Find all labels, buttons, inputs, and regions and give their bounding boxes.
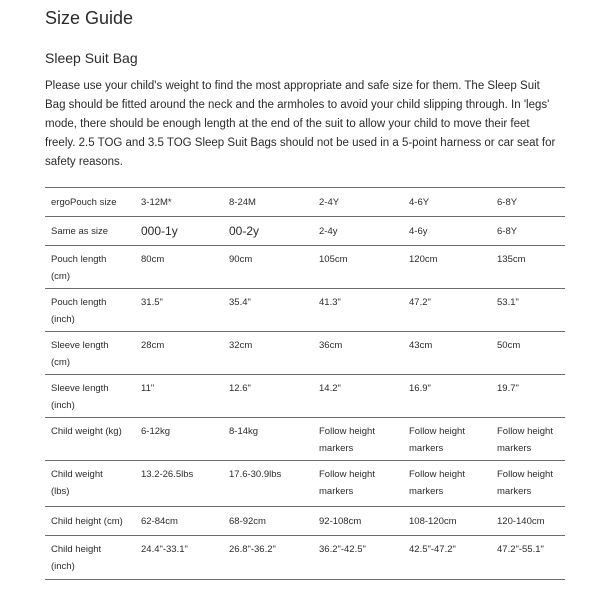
table-cell — [223, 418, 313, 461]
cell-text: Follow height — [319, 469, 375, 480]
table-cell — [403, 461, 491, 507]
table-cell — [403, 188, 491, 217]
table-cell — [491, 507, 565, 536]
table-row — [45, 375, 565, 418]
cell-text: Follow height — [409, 469, 465, 480]
table-cell — [403, 536, 491, 580]
row-label-text: (inch) — [51, 561, 75, 572]
row-label-cell — [45, 289, 135, 332]
cell-text: 53.1" — [497, 297, 519, 308]
row-label-text: Child weight — [51, 469, 103, 480]
cell-text: 12.6" — [229, 383, 251, 394]
cell-text: Follow height — [409, 426, 465, 437]
cell-text: 32cm — [229, 340, 253, 351]
table-cell — [313, 188, 403, 217]
cell-text: Follow height — [497, 426, 553, 437]
intro-line: mode, there should be enough length at the end of the suit to allow your child to move their feet — [45, 118, 530, 130]
row-label-text: Child height — [51, 544, 102, 555]
table-cell — [223, 461, 313, 507]
page-title: Size Guide — [45, 8, 134, 28]
table-cell — [223, 375, 313, 418]
table-row — [45, 418, 565, 461]
cell-text: 28cm — [141, 340, 165, 351]
table-cell — [491, 461, 565, 507]
cell-text: 92-108cm — [319, 516, 362, 527]
table-cell — [313, 289, 403, 332]
cell-text: 6-8Y — [497, 226, 518, 237]
row-label-text: (lbs) — [51, 486, 70, 497]
row-label-text: (cm) — [51, 357, 70, 368]
row-label-text: ergoPouch size — [51, 197, 117, 208]
cell-text: 13.2-26.5lbs — [141, 469, 194, 480]
row-label-text: Sleeve length — [51, 340, 109, 351]
table-row — [45, 507, 565, 536]
row-label-text: Sleeve length — [51, 383, 109, 394]
table-cell — [491, 332, 565, 375]
table-cell — [403, 375, 491, 418]
row-label-text: Child weight (kg) — [51, 426, 122, 437]
intro-line: freely. 2.5 TOG and 3.5 TOG Sleep Suit Bags should not be used in a 5-point harness or car seat for — [45, 137, 556, 149]
row-label-cell — [45, 507, 135, 536]
size-table — [45, 187, 565, 580]
cell-text: 31.5" — [141, 297, 163, 308]
cell-text: 19.7" — [497, 383, 519, 394]
table-cell — [491, 418, 565, 461]
table-cell — [491, 536, 565, 580]
cell-text: 24.4"-33.1" — [141, 544, 188, 555]
cell-text: 8-24M — [229, 197, 256, 208]
cell-text: 14.2" — [319, 383, 341, 394]
table-cell — [135, 188, 223, 217]
cell-text: 62-84cm — [141, 516, 178, 527]
cell-text: 17.6-30.9lbs — [229, 469, 282, 480]
table-cell — [403, 289, 491, 332]
table-cell — [223, 289, 313, 332]
cell-text: 80cm — [141, 254, 165, 265]
cell-text: 8-14kg — [229, 426, 259, 437]
cell-text: 11" — [141, 383, 155, 394]
cell-text: Follow height — [497, 469, 553, 480]
table-row — [45, 246, 565, 289]
table-cell — [403, 332, 491, 375]
row-label-cell — [45, 536, 135, 580]
cell-text: 6-8Y — [497, 197, 518, 208]
row-label-text: Child height (cm) — [51, 516, 123, 527]
cell-text: 000-1y — [141, 224, 178, 238]
cell-text: 47.2"-55.1" — [497, 544, 544, 555]
cell-text: 47.2" — [409, 297, 431, 308]
intro-paragraph — [45, 77, 575, 172]
row-label-text: (inch) — [51, 400, 75, 411]
cell-text: 4-6Y — [409, 197, 430, 208]
row-label-cell — [45, 461, 135, 507]
table-cell — [135, 375, 223, 418]
cell-text: markers — [409, 486, 444, 497]
cell-text: 26.8"-36.2" — [229, 544, 276, 555]
table-cell — [135, 246, 223, 289]
cell-text: 00-2y — [229, 224, 260, 238]
table-cell — [223, 536, 313, 580]
table-row — [45, 289, 565, 332]
table-cell — [223, 507, 313, 536]
table-cell — [223, 246, 313, 289]
row-label-cell — [45, 375, 135, 418]
table-row — [45, 461, 565, 507]
cell-text: markers — [319, 486, 354, 497]
table-cell — [135, 332, 223, 375]
row-label-text: Pouch length — [51, 254, 107, 265]
row-label-cell — [45, 418, 135, 461]
cell-text: 16.9" — [409, 383, 431, 394]
cell-text: 4-6y — [409, 226, 428, 237]
cell-text: 41.3" — [319, 297, 341, 308]
table-cell — [491, 188, 565, 217]
row-label-cell — [45, 246, 135, 289]
section-title: Sleep Suit Bag — [45, 50, 138, 66]
table-cell — [313, 536, 403, 580]
table-cell — [313, 461, 403, 507]
cell-text: 2-4y — [319, 226, 338, 237]
row-label-text: Pouch length — [51, 297, 107, 308]
table-cell — [313, 332, 403, 375]
cell-text: markers — [409, 443, 444, 454]
cell-text: 3-12M* — [141, 197, 172, 208]
table-row — [45, 536, 565, 580]
cell-text: 36cm — [319, 340, 343, 351]
table-cell — [223, 332, 313, 375]
cell-text: 68-92cm — [229, 516, 266, 527]
table-cell — [403, 507, 491, 536]
table-cell — [223, 188, 313, 217]
table-cell — [135, 507, 223, 536]
cell-text: 108-120cm — [409, 516, 457, 527]
row-label-text: (inch) — [51, 314, 75, 325]
table-cell — [135, 289, 223, 332]
table-cell — [223, 217, 313, 246]
table-row — [45, 332, 565, 375]
size-table-body — [45, 188, 565, 580]
table-cell — [313, 217, 403, 246]
table-cell — [135, 536, 223, 580]
table-cell — [313, 246, 403, 289]
table-cell — [135, 217, 223, 246]
table-cell — [135, 461, 223, 507]
table-cell — [403, 246, 491, 289]
cell-text: 50cm — [497, 340, 521, 351]
cell-text: markers — [319, 443, 354, 454]
row-label-text: (cm) — [51, 271, 70, 282]
table-cell — [403, 418, 491, 461]
table-cell — [403, 217, 491, 246]
cell-text: 120cm — [409, 254, 438, 265]
cell-text: markers — [497, 443, 532, 454]
table-row — [45, 188, 565, 217]
row-label-cell — [45, 332, 135, 375]
intro-line: Bag should be fitted around the neck and the armholes to avoid your child slipping through. In 'legs' — [45, 99, 550, 111]
table-cell — [491, 217, 565, 246]
cell-text: 120-140cm — [497, 516, 545, 527]
cell-text: 6-12kg — [141, 426, 171, 437]
table-cell — [491, 289, 565, 332]
cell-text: 35.4" — [229, 297, 251, 308]
intro-line: Please use your child's weight to find the most appropriate and safe size for them. The Sleep Suit — [45, 80, 540, 92]
cell-text: 43cm — [409, 340, 433, 351]
table-cell — [491, 246, 565, 289]
cell-text: 135cm — [497, 254, 526, 265]
cell-text: 36.2"-42.5" — [319, 544, 366, 555]
row-label-cell — [45, 188, 135, 217]
table-cell — [313, 418, 403, 461]
table-cell — [135, 418, 223, 461]
intro-line: safety reasons. — [45, 156, 123, 168]
cell-text: markers — [497, 486, 532, 497]
table-cell — [313, 375, 403, 418]
cell-text: Follow height — [319, 426, 375, 437]
cell-text: 105cm — [319, 254, 348, 265]
table-row — [45, 217, 565, 246]
cell-text: 2-4Y — [319, 197, 340, 208]
cell-text: 90cm — [229, 254, 253, 265]
cell-text: 42.5"-47.2" — [409, 544, 456, 555]
table-cell — [491, 375, 565, 418]
row-label-cell — [45, 217, 135, 246]
table-cell — [313, 507, 403, 536]
row-label-text: Same as size — [51, 226, 109, 237]
